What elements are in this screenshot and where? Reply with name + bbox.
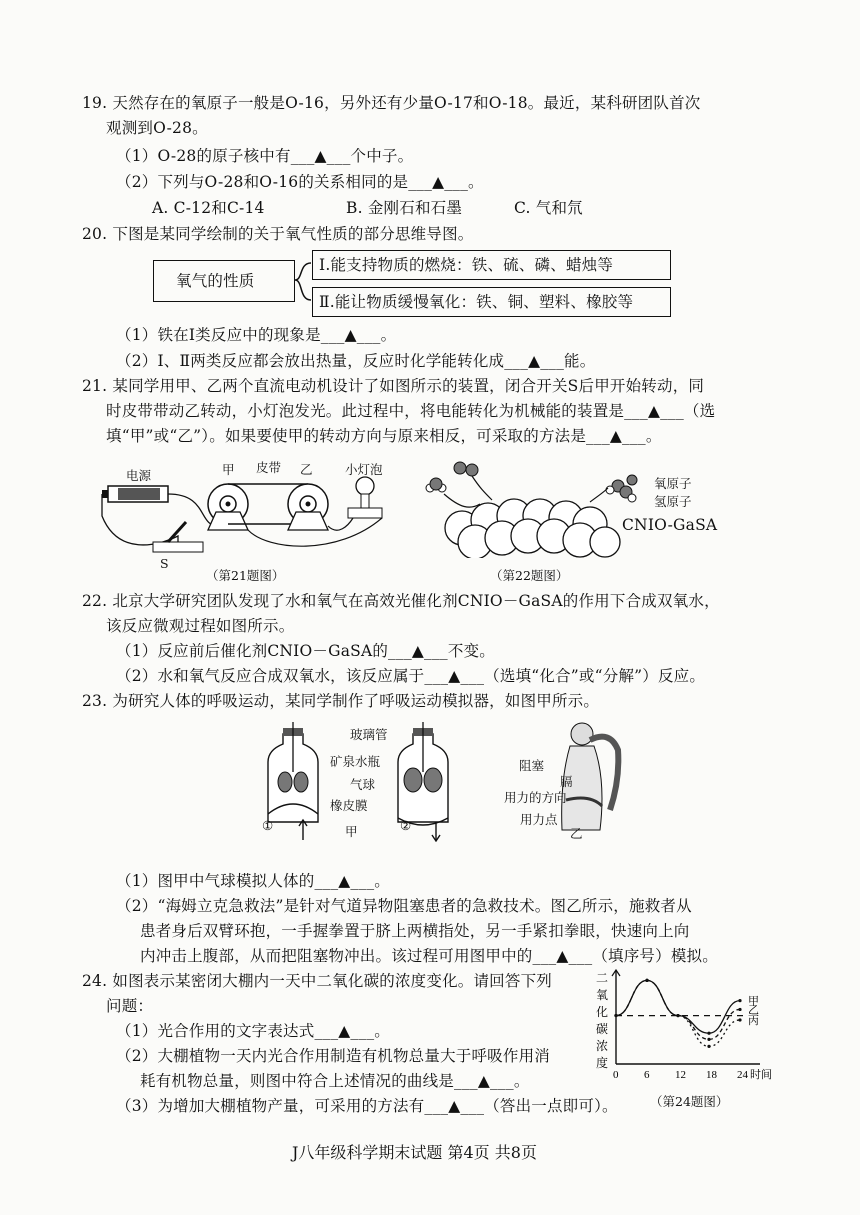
q21-stem-line1: 21. 某同学用甲、乙两个直流电动机设计了如图所示的装置，闭合开关S后甲开始转动，同 (82, 377, 705, 395)
chart-x-tick-label: 12 (675, 1069, 686, 1080)
q24-part1: （1）光合作用的文字表达式___▲___。 (116, 1022, 390, 1040)
q22-caption: （第22题图） (490, 568, 569, 583)
q22-stem-line2: 该反应微观过程如图所示。 (106, 617, 295, 635)
chart-x-tick-label: 0 (613, 1069, 619, 1080)
chart-data-point (738, 999, 741, 1002)
q23-part2-line3: 内冲击上腹部，从而把阻塞物冲出。该过程可用图甲中的___▲___（填序号）模拟。 (140, 947, 718, 965)
q24-stem-line1: 24. 如图表示某密闭大棚内一天中二氧化碳的浓度变化。请回答下列 (82, 972, 552, 990)
q23-part1: （1）图甲中气球模拟人体的___▲___。 (116, 872, 390, 890)
mindmap-branch-2-text: Ⅱ.能让物质缓慢氧化：铁、铜、塑料、橡胶等 (319, 293, 634, 311)
q23-label-membrane: 橡皮膜 (330, 798, 368, 813)
q24-part2-line2: 耗有机物总量，则图中符合上述情况的曲线是___▲___。 (140, 1072, 530, 1090)
chart-data-point (707, 1038, 710, 1041)
page-footer: J八年级科学期末试题 第4页 共8页 (292, 1143, 537, 1162)
mindmap-branch-1 (312, 250, 671, 280)
q24-part3: （3）为增加大棚植物产量，可采用的方法有___▲___（答出一点即可）。 (116, 1097, 618, 1115)
q20-stem: 20. 下图是某同学绘制的关于氧气性质的部分思维导图。 (82, 225, 474, 243)
q21-label-yi: 乙 (300, 462, 313, 477)
co2-concentration-chart (590, 968, 780, 1080)
q19-part2: （2）下列与O-28和O-16的关系相同的是___▲___。 (116, 173, 484, 191)
chart-ylabel-char: 度 (596, 1056, 609, 1070)
q23-label-diaphragm: 膈 (560, 774, 573, 789)
q24-caption: （第24题图） (650, 1094, 729, 1109)
mindmap-branch-2 (312, 287, 671, 317)
chart-x-tick-label: 24 (737, 1069, 748, 1080)
q24-stem-line2: 问题： (106, 997, 154, 1015)
chart-ylabel-char: 化 (596, 1005, 609, 1019)
q23-stem: 23. 为研究人体的呼吸运动，某同学制作了呼吸运动模拟器，如图甲所示。 (82, 692, 600, 710)
chart-ylabel-char: 氧 (596, 988, 609, 1002)
q23-label-yi: 乙 (570, 826, 583, 841)
chart-series-line (616, 980, 740, 1033)
q24-part2-line1: （2）大棚植物一天内光合作用制造有机物总量大于呼吸作用消 (116, 1047, 550, 1065)
q23-label-force-dir: 用力的方向 (504, 790, 567, 805)
q21-label-power: 电源 (126, 468, 152, 483)
chart-series-label: 乙 (748, 1004, 759, 1017)
q23-label-tube: 玻璃管 (350, 727, 388, 742)
chart-xlabel: 时间 (750, 1069, 772, 1080)
q23-label-jia: 甲 (345, 824, 358, 839)
chart-data-point (614, 1014, 617, 1017)
chart-x-tick-label: 18 (706, 1069, 717, 1080)
mindmap-branch-1-text: Ⅰ.能支持物质的燃烧：铁、硫、磷、蜡烛等 (319, 256, 614, 274)
q22-part2: （2）水和氧气反应合成双氧水，该反应属于___▲___（选填“化合”或“分解”）反应。 (116, 667, 706, 685)
mindmap-center-box (153, 260, 295, 302)
q21-caption: （第21题图） (206, 568, 285, 583)
q19-option-c: C. 气和氘 (514, 199, 583, 217)
q20-part1: （1）铁在Ⅰ类反应中的现象是___▲___。 (116, 326, 397, 344)
q21-stem-line3: 填“甲”或“乙”）。如果要使甲的转动方向与原来相反，可采取的方法是___▲___。 (106, 427, 662, 445)
chart-x-tick-label: 6 (644, 1069, 650, 1080)
chart-ylabel-char: 浓 (596, 1039, 609, 1053)
q23-label-block: 阻塞 (519, 758, 545, 773)
q19-option-b: B. 金刚石和石墨 (346, 199, 463, 217)
q19-stem-line2: 观测到O-28。 (106, 119, 208, 137)
chart-series-label: 丙 (748, 1015, 759, 1027)
chart-ylabel-char: 碳 (596, 1022, 609, 1036)
mindmap-center-label: 氧气的性质 (176, 272, 255, 290)
q21-label-bulb: 小灯泡 (345, 462, 383, 477)
q22-part1: （1）反应前后催化剂CNIO－GaSA的___▲___不变。 (116, 642, 495, 660)
chart-data-point (707, 1045, 710, 1048)
q19-stem-line1: 19. 天然存在的氧原子一般是O-16，另外还有少量O-17和O-18。最近，某科研团队首次 (82, 94, 701, 112)
q21-label-jia: 甲 (222, 462, 235, 477)
q19-part1: （1）O-28的原子核中有___▲___个中子。 (116, 147, 414, 165)
q22-catalyst-figure (420, 458, 650, 558)
q22-label-catalyst: CNIO-GaSA (622, 516, 718, 534)
q22-label-oxygen: 氧原子 (654, 476, 692, 491)
chart-data-point (645, 979, 648, 982)
q23-label-c2: ② (400, 818, 412, 833)
chart-data-point (676, 1014, 679, 1017)
q21-label-switch: S (160, 556, 169, 571)
chart-data-point (738, 1008, 741, 1011)
chart-series-label: 甲 (748, 995, 759, 1008)
q23-label-force-pt: 用力点 (520, 812, 558, 827)
q19-option-a: A. C-12和C-14 (152, 199, 265, 217)
q22-stem-line1: 22. 北京大学研究团队发现了水和氧气在高效光催化剂CNIO－GaSA的作用下合成双氧水， (82, 592, 720, 610)
mindmap-brace (293, 258, 313, 308)
q23-part2-line2: 患者身后双臂环抱，一手握拳置于脐上两横指处，另一手紧扣拳眼，快速向上向 (140, 922, 690, 940)
q23-label-balloon: 气球 (350, 777, 376, 792)
chart-data-point (707, 1032, 710, 1035)
q23-label-bottle: 矿泉水瓶 (330, 754, 381, 769)
chart-ylabel-char: 二 (596, 971, 609, 985)
q20-part2: （2）Ⅰ、Ⅱ两类反应都会放出热量，反应时化学能转化成___▲___能。 (116, 352, 596, 370)
chart-series-line (616, 980, 740, 1039)
q21-label-belt: 皮带 (256, 460, 282, 475)
q23-part2-line1: （2）“海姆立克急救法”是针对气道异物阻塞患者的急救技术。图乙所示，施救者从 (116, 897, 692, 915)
q23-label-c1: ① (262, 818, 274, 833)
chart-data-point (738, 1018, 741, 1021)
q22-label-hydrogen: 氢原子 (654, 494, 692, 509)
q21-stem-line2: 时皮带带动乙转动，小灯泡发光。此过程中，将电能转化为机械能的装置是___▲___（选 (106, 402, 716, 420)
